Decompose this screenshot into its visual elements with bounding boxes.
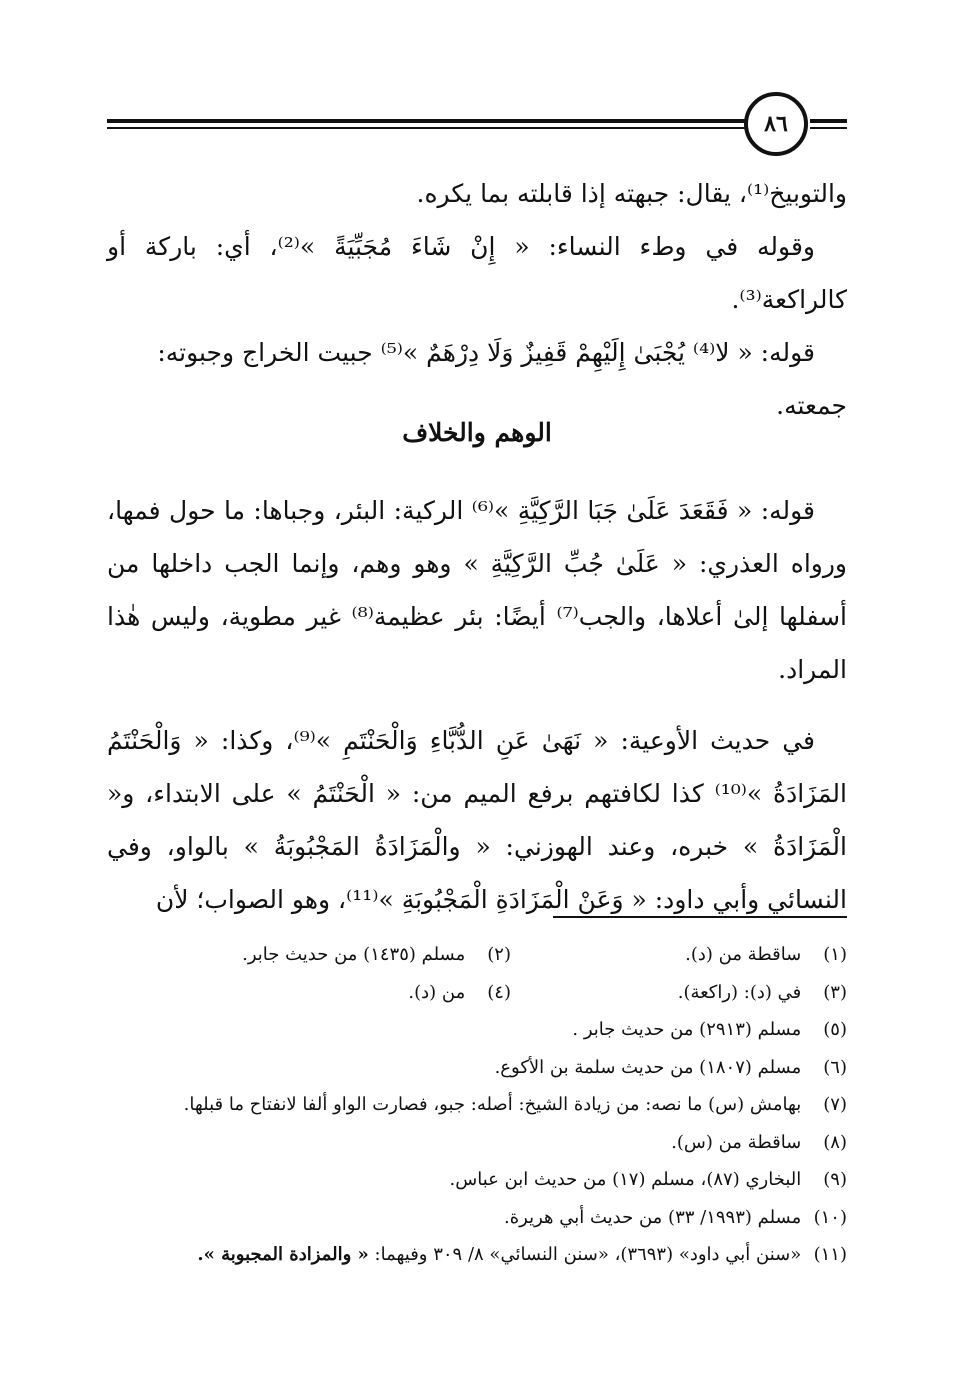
footnote-text: بهامش (س) ما نصه: من زيادة الشيخ: أصله: جبو، فصارت الواو ألفا لانفتاح ما قبلها.: [183, 1094, 802, 1115]
section-paragraph-1: قوله: « فَقَعَدَ عَلَىٰ جَبَا الرَّكِيَّةِ »⁽⁶⁾ الركية: البئر، وجباها: ما حول فمها، ورواه العذري: « عَلَىٰ جُبِّ الرَّكِيَّةِ » وهو وهم، وإنما الجب داخلها من أسفلها إلىٰ أعلاها، والجب⁽⁷⁾ أيضًا: بئر عظيمة⁽⁸⁾ غير مطوية، وليس هٰذا المراد.: [107, 496, 847, 684]
intro-line-2: وقوله في وطء النساء: « إِنْ شَاءَ مُجَبِّيَةً »⁽²⁾، أي: باركة أو كالراكعة⁽³⁾.: [107, 232, 847, 314]
footnote-text: «سنن أبي داود» (٣٦٩٣)، «سنن النسائي» ٨/ ٣٠٩ وفيهما:: [374, 1244, 802, 1265]
intro-line-3: قوله: « لا⁽⁴⁾ يُجْبَىٰ إِلَيْهِمْ قَفِيزٌ وَلَا دِرْهَمٌ »⁽⁵⁾ جبيت الخراج وجبوته:: [157, 338, 815, 367]
footnote-number: (٢): [487, 944, 511, 965]
footnote-item: [107, 1086, 847, 1124]
footnote-number: (١١): [813, 1244, 847, 1265]
footnote-text: مسلم (١٩٩٣/ ٣٣) من حديث أبي هريرة.: [504, 1206, 802, 1228]
footnote-text: مسلم (١٨٠٧) من حديث سلمة بن الأكوع.: [494, 1056, 802, 1078]
footnote-item: [107, 1049, 847, 1087]
page-number: ٨٦: [744, 92, 808, 156]
footnote-text: من (د).: [408, 981, 466, 1003]
header-rule-bottom: [107, 127, 747, 129]
section-body: [107, 484, 847, 926]
header-rule-tail-top: [810, 119, 847, 123]
footnote-item: [107, 1199, 847, 1237]
footnotes: [107, 936, 847, 1274]
footnote-text: في (د): (راكعة).: [677, 981, 802, 1003]
section-heading: الوهم والخلاف: [402, 418, 552, 447]
footnote-number: (٨): [823, 1131, 847, 1153]
footnote-rule: [553, 916, 847, 918]
footnote-number: (٩): [823, 1169, 847, 1190]
footnote-text: ساقطة من (س).: [671, 1131, 802, 1153]
intro-line-1: والتوبيخ⁽¹⁾، يقال: جبهته إذا قابلته بما يكره.: [416, 179, 847, 208]
footnote-number: (١٠): [813, 1206, 847, 1228]
footnote-number: (١): [823, 944, 847, 965]
footnote-item: [107, 1011, 847, 1049]
footnote-bold-quote: « والمزادة المجبوبة ».: [197, 1244, 369, 1265]
footnote-number: (٣): [823, 981, 847, 1003]
footnote-row: [107, 974, 847, 1012]
footnote-number: (٤): [487, 981, 511, 1003]
footnote-item: [107, 1161, 847, 1199]
header-rule-top: [107, 119, 747, 123]
footnote-text: مسلم (٢٩١٣) من حديث جابر .: [572, 1019, 802, 1040]
footnote-number: (٦): [823, 1056, 847, 1078]
footnote-item: [107, 1236, 847, 1274]
footnote-number: (٧): [823, 1094, 847, 1115]
footnote-row: [107, 936, 847, 974]
footnote-item: [107, 1124, 847, 1162]
intro-block: [107, 167, 847, 432]
header-rule-tail-bottom: [810, 127, 847, 129]
footnote-text: ساقطة من (د).: [685, 944, 802, 965]
footnote-text: البخاري (٨٧)، مسلم (١٧) من حديث ابن عباس.: [449, 1169, 802, 1190]
footnote-text: مسلم (١٤٣٥) من حديث جابر.: [242, 944, 466, 965]
intro-line-4: جمعته.: [776, 391, 847, 420]
footnote-number: (٥): [823, 1019, 847, 1040]
section-paragraph-2: في حديث الأوعية: « نَهَىٰ عَنِ الدُّبَّاءِ وَالْحَنْتَمِ »⁽⁹⁾، وكذا: « وَالْحَنْتَمُ المَزَادَةُ »⁽¹⁰⁾ كذا لكافتهم برفع الميم من: « الْحَنْتَمُ » على الابتداء، و« الْمَزَادَةُ » خبره، وعند الهوزني: « والْمَزَادَةُ المَجْبُوبَةُ » بالواو، وفي النسائي وأبي داود: « وَعَنْ الْمَزَادَةِ الْمَجْبُوبَةِ »⁽¹¹⁾، وهو الصواب؛ لأن: [107, 726, 847, 914]
